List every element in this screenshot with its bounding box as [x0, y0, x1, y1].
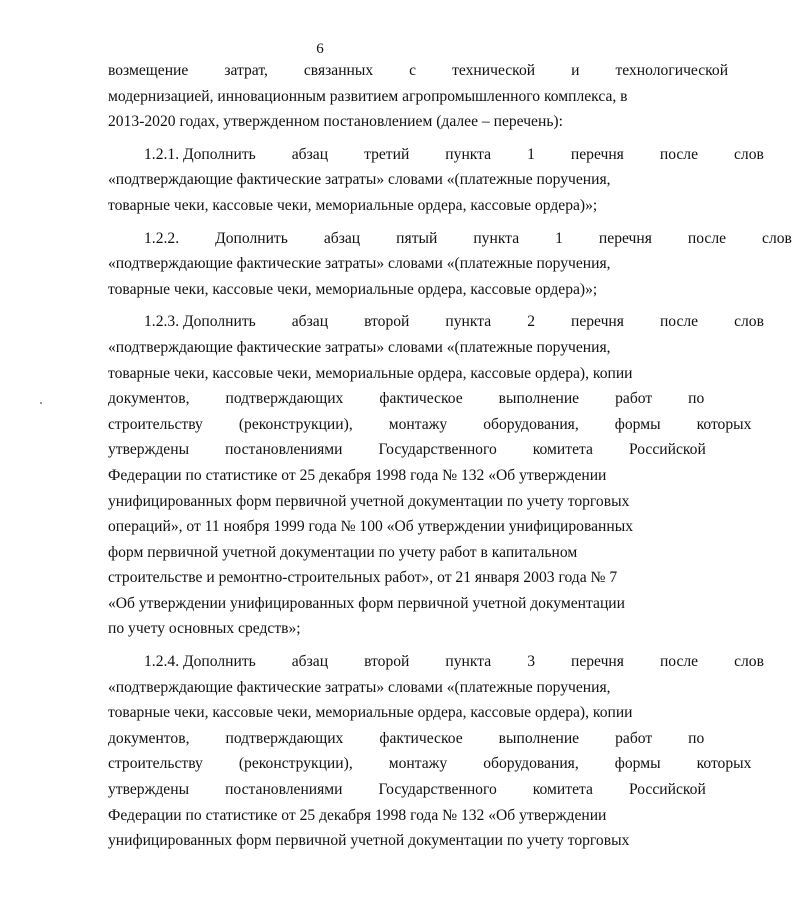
word: слов	[734, 313, 764, 331]
text-line: унифицированных форм первичной учетной документации по учету торговых	[108, 492, 630, 510]
word: работ	[615, 729, 653, 747]
text-line: 2013-2020 годах, утвержденном постановлением (далее – перечень):	[108, 113, 563, 131]
word: работ	[615, 390, 653, 408]
word: после	[659, 313, 699, 331]
text-line	[72, 412, 752, 438]
word: слов	[734, 653, 764, 671]
text-line	[72, 777, 706, 803]
text-line: «Об утверждении унифицированных форм первичной учетной документации	[108, 594, 625, 612]
paragraph-p124	[72, 649, 764, 854]
paragraph-p123	[72, 309, 764, 642]
word: возмещение	[108, 62, 189, 79]
word: документов,	[108, 390, 190, 408]
word: Государственного	[378, 781, 497, 799]
word: Российской	[628, 441, 706, 459]
word: строительству	[108, 755, 203, 773]
word: перечня	[570, 313, 624, 331]
text-line: операций», от 11 ноября 1999 года № 100 «Об утверждении унифицированных	[108, 518, 634, 536]
text-line	[72, 386, 705, 412]
word: абзац	[291, 653, 329, 671]
text-line: «подтверждающие фактические затраты» словами «(платежные поручения,	[108, 255, 611, 273]
word: которых	[696, 415, 752, 433]
text-line: форм первичной учетной документации по учету работ в капитальном	[108, 543, 578, 561]
word: формы	[614, 755, 661, 773]
text-line	[72, 309, 764, 335]
word: подтверждающих	[225, 390, 344, 408]
word: 1.2.1. Дополнить	[144, 145, 256, 163]
word: документов,	[108, 729, 190, 747]
word: фактическое	[379, 390, 463, 408]
word: абзац	[291, 145, 329, 163]
text-line	[72, 437, 706, 463]
word: перечня	[570, 653, 624, 671]
text-line	[72, 226, 792, 252]
word: оборудования,	[483, 755, 579, 773]
paragraph-p122	[72, 226, 792, 303]
paragraph-intro	[72, 58, 729, 135]
word: слов	[762, 229, 792, 247]
word: 1	[555, 229, 563, 247]
text-line	[72, 58, 729, 84]
text-line: товарные чеки, кассовые чеки, мемориальные ордера, кассовые ордера)»;	[108, 280, 598, 298]
text-line	[72, 142, 764, 168]
word: после	[659, 653, 699, 671]
word: Дополнить	[215, 229, 288, 247]
word: постановлениями	[225, 441, 343, 459]
word: (реконструкции),	[238, 415, 353, 433]
word: второй	[364, 313, 410, 331]
word: с	[409, 62, 417, 79]
word: 1.2.4. Дополнить	[144, 653, 256, 671]
text-line: строительстве и ремонтно-строительных работ», от 21 января 2003 года № 7	[108, 569, 618, 587]
word: фактическое	[379, 729, 463, 747]
text-line	[72, 751, 752, 777]
text-line: унифицированных форм первичной учетной документации по учету торговых	[108, 832, 630, 850]
word: Государственного	[378, 441, 497, 459]
text-line: «подтверждающие фактические затраты» словами «(платежные поручения,	[108, 678, 611, 696]
word: технической	[452, 62, 536, 79]
word: технологической	[615, 62, 729, 79]
word: формы	[614, 415, 661, 433]
word: по	[688, 729, 705, 747]
word: оборудования,	[483, 415, 579, 433]
text-line: Федерации по статистике от 25 декабря 1998 года № 132 «Об утверждении	[108, 806, 607, 824]
word: второй	[364, 653, 410, 671]
word: комитета	[532, 781, 593, 799]
word: монтажу	[388, 755, 448, 773]
text-line: товарные чеки, кассовые чеки, мемориальные ордера, кассовые ордера), копии	[108, 364, 633, 382]
text-line: по учету основных средств»;	[108, 620, 301, 638]
text-line: «подтверждающие фактические затраты» словами «(платежные поручения,	[108, 338, 611, 356]
word: утверждены	[108, 781, 190, 799]
word: по	[688, 390, 705, 408]
word: 1.2.2.	[144, 229, 180, 247]
word: утверждены	[108, 441, 190, 459]
word: строительству	[108, 415, 203, 433]
word: слов	[734, 145, 764, 163]
word: перечня	[598, 229, 652, 247]
word: пункта	[445, 653, 492, 671]
word: 1	[527, 145, 535, 163]
word: пункта	[445, 145, 492, 163]
word: 3	[527, 653, 535, 671]
word: связанных	[303, 62, 374, 79]
word: третий	[364, 145, 410, 163]
word: (реконструкции),	[238, 755, 353, 773]
word: постановлениями	[225, 781, 343, 799]
text-line	[72, 726, 705, 752]
word: выполнение	[498, 729, 580, 747]
word: и	[571, 62, 580, 79]
text-line: «подтверждающие фактические затраты» словами «(платежные поручения,	[108, 171, 611, 189]
text-line: Федерации по статистике от 25 декабря 1998 года № 132 «Об утверждении	[108, 466, 607, 484]
scan-speck	[40, 402, 42, 404]
word: абзац	[323, 229, 361, 247]
text-line	[72, 649, 764, 675]
word: комитета	[532, 441, 593, 459]
word: пятый	[396, 229, 438, 247]
word: монтажу	[388, 415, 448, 433]
word: подтверждающих	[225, 729, 344, 747]
word: которых	[696, 755, 752, 773]
word: Российской	[628, 781, 706, 799]
document-body	[72, 58, 792, 861]
word: 2	[527, 313, 535, 331]
word: после	[687, 229, 727, 247]
word: выполнение	[498, 390, 580, 408]
paragraph-p121	[72, 142, 764, 219]
word: абзац	[291, 313, 329, 331]
word: пункта	[445, 313, 492, 331]
text-line: товарные чеки, кассовые чеки, мемориальные ордера, кассовые ордера)»;	[108, 196, 598, 214]
word: пункта	[473, 229, 520, 247]
word: 1.2.3. Дополнить	[144, 313, 256, 331]
text-line: товарные чеки, кассовые чеки, мемориальные ордера, кассовые ордера), копии	[108, 704, 633, 722]
text-line: модернизацией, инновационным развитием агропромышленного комплекса, в	[108, 87, 628, 105]
word: перечня	[570, 145, 624, 163]
page-number: 6	[316, 41, 324, 57]
word: затрат,	[224, 62, 268, 79]
word: после	[659, 145, 699, 163]
